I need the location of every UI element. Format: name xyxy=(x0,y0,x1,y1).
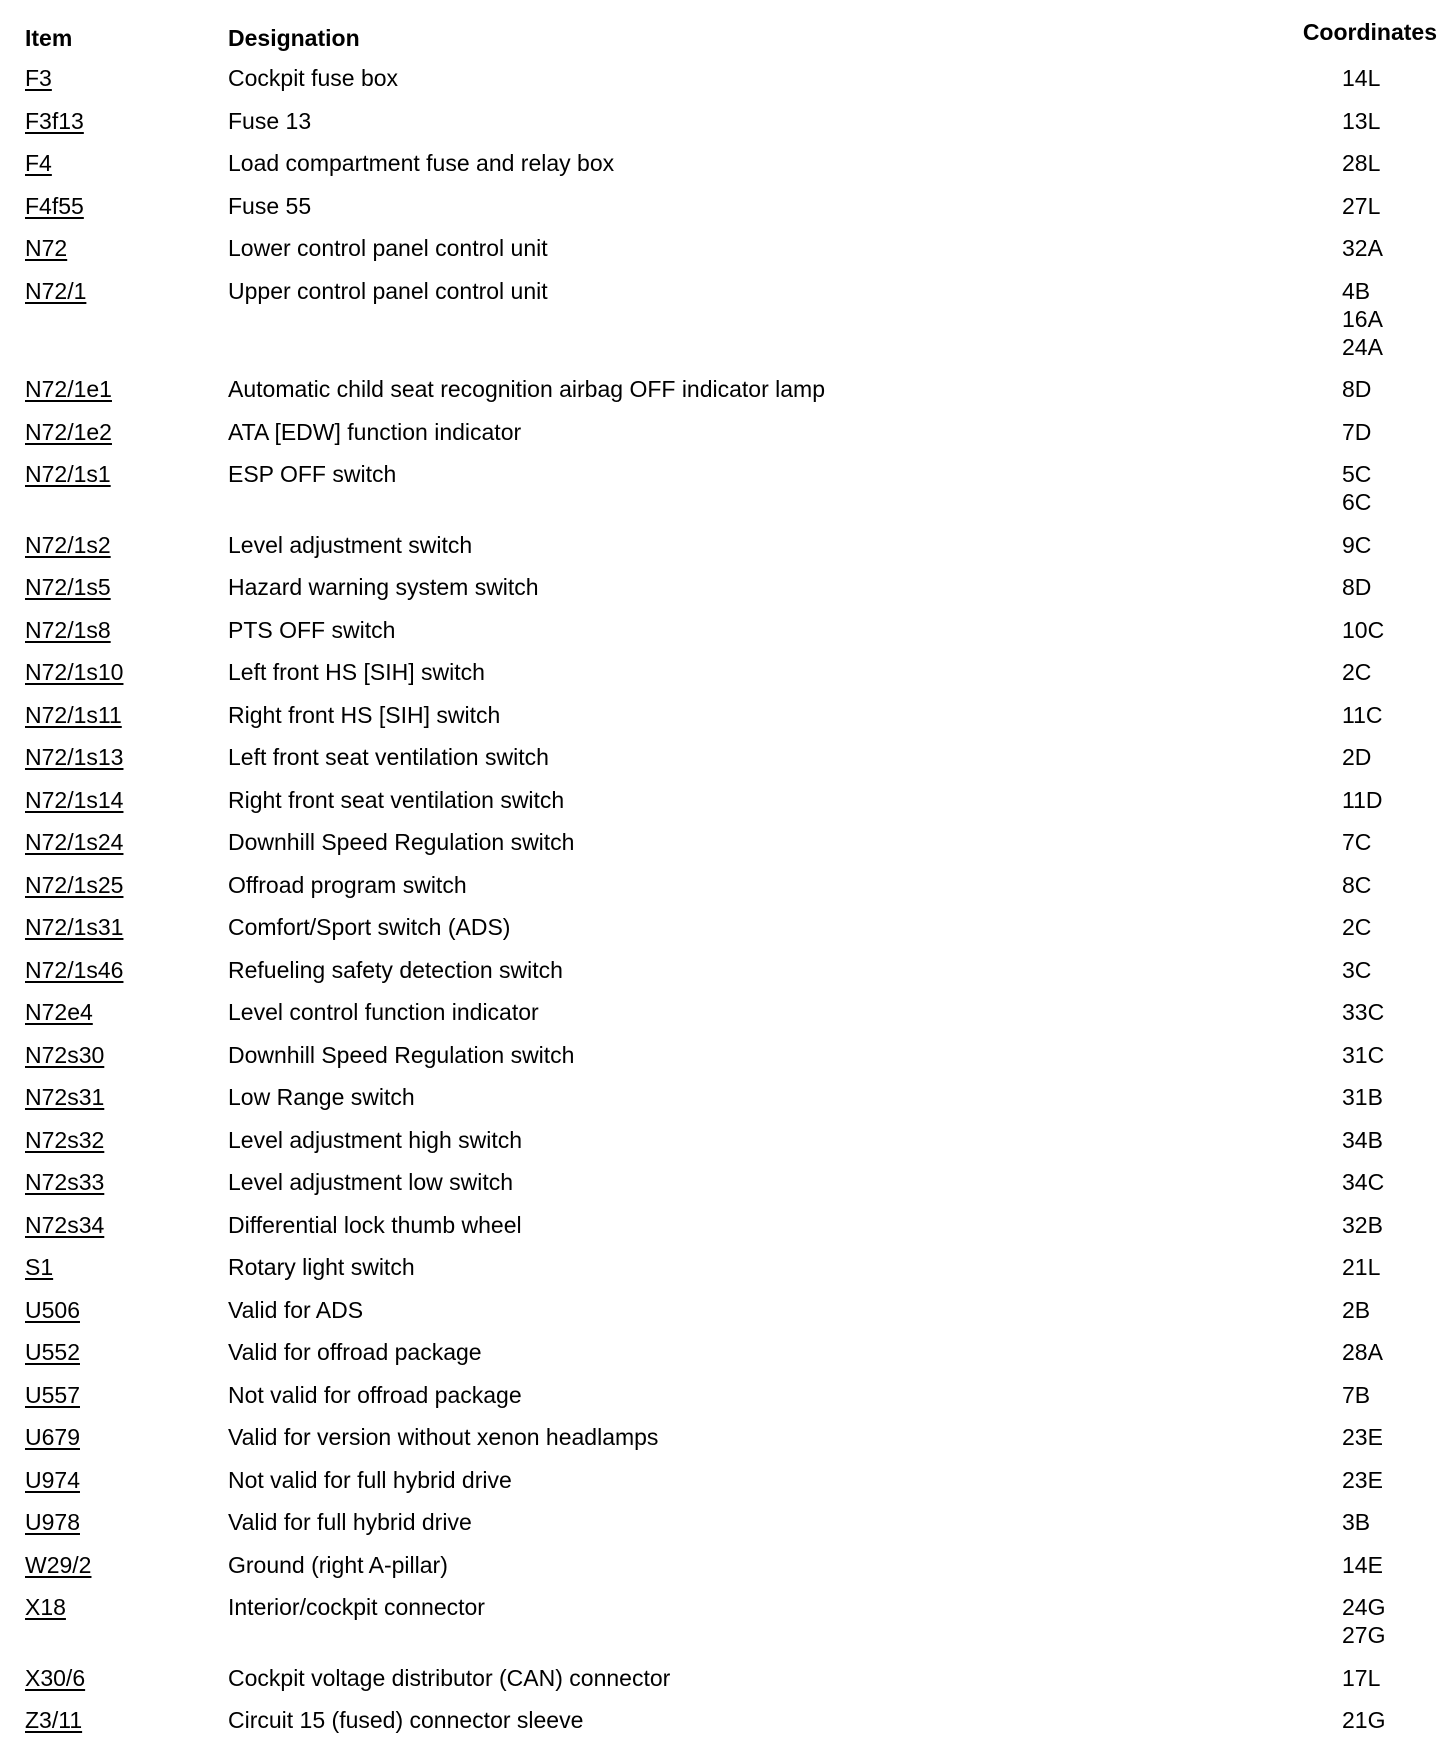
table-row xyxy=(0,741,1456,784)
coordinate-value: 31C xyxy=(1342,1041,1385,1068)
item-link[interactable]: N72/1s8 xyxy=(25,616,111,643)
table-row xyxy=(0,996,1456,1039)
table-row xyxy=(0,1549,1456,1592)
table-body xyxy=(0,62,1456,1747)
table-row xyxy=(0,1464,1456,1507)
table-row xyxy=(0,275,1456,374)
coordinates-cell xyxy=(1342,828,1371,856)
designation-cell: Cockpit voltage distributor (CAN) connector xyxy=(228,1664,671,1691)
designation-cell: Level adjustment switch xyxy=(228,531,473,558)
item-link[interactable]: N72/1s2 xyxy=(25,531,111,558)
item-link[interactable]: N72/1 xyxy=(25,277,87,304)
coordinates-cell xyxy=(1342,998,1384,1026)
item-link[interactable]: N72 xyxy=(25,235,68,261)
coordinate-value: 4B xyxy=(1342,277,1371,304)
coordinate-value: 11C xyxy=(1342,701,1383,728)
table-row xyxy=(0,571,1456,614)
item-link[interactable]: U974 xyxy=(25,1466,80,1493)
coordinate-value: 32A xyxy=(1342,235,1383,261)
item-link[interactable]: U557 xyxy=(25,1381,80,1408)
item-link[interactable]: N72/1s10 xyxy=(25,659,124,685)
item-link[interactable]: U978 xyxy=(25,1509,80,1535)
designation-cell: Level control function indicator xyxy=(228,999,539,1025)
coordinates-cell xyxy=(1342,1664,1380,1692)
table-row xyxy=(0,1662,1456,1705)
table-row xyxy=(0,911,1456,954)
item-link[interactable]: F3f13 xyxy=(25,107,84,134)
designation-cell: Valid for ADS xyxy=(228,1296,364,1323)
coordinate-value: 13L xyxy=(1342,107,1381,134)
item-link[interactable]: N72e4 xyxy=(25,999,93,1025)
table-row xyxy=(0,826,1456,869)
coordinates-cell xyxy=(1342,1593,1385,1649)
item-link[interactable]: N72/1s46 xyxy=(25,956,124,983)
coordinates-cell xyxy=(1342,1508,1370,1536)
table-row xyxy=(0,1379,1456,1422)
item-link[interactable]: N72s32 xyxy=(25,1126,105,1153)
designation-cell: Level adjustment low switch xyxy=(228,1169,514,1195)
coordinates-cell xyxy=(1342,1338,1383,1366)
coordinates-cell xyxy=(1342,658,1371,686)
item-link[interactable]: N72/1s31 xyxy=(25,914,124,940)
table-row xyxy=(0,529,1456,572)
designation-cell: PTS OFF switch xyxy=(228,616,396,643)
coordinates-cell xyxy=(1342,277,1383,361)
coordinate-value: 7C xyxy=(1342,829,1372,855)
item-link[interactable]: U506 xyxy=(25,1296,80,1323)
coordinates-cell xyxy=(1342,871,1371,899)
designation-cell: Ground (right A-pillar) xyxy=(228,1551,448,1578)
coordinate-value: 23E xyxy=(1342,1424,1383,1450)
table-header xyxy=(0,0,1456,58)
item-link[interactable]: F4 xyxy=(25,150,52,176)
item-link[interactable]: Z3/11 xyxy=(25,1707,83,1733)
coordinate-value: 27L xyxy=(1342,192,1381,219)
item-link[interactable]: U679 xyxy=(25,1424,80,1450)
designation-cell: Low Range switch xyxy=(228,1084,415,1110)
coordinates-cell xyxy=(1342,786,1383,814)
coordinates-cell xyxy=(1342,375,1371,403)
coordinate-value: 32B xyxy=(1342,1211,1383,1238)
item-link[interactable]: N72/1s14 xyxy=(25,786,124,813)
item-link[interactable]: N72s31 xyxy=(25,1084,105,1110)
table-row xyxy=(0,105,1456,148)
coordinate-value: 31B xyxy=(1342,1084,1383,1110)
item-link[interactable]: X30/6 xyxy=(25,1664,86,1691)
designation-cell: Comfort/Sport switch (ADS) xyxy=(228,914,511,940)
designation-cell: Right front HS [SIH] switch xyxy=(228,701,501,728)
table-row xyxy=(0,1506,1456,1549)
coordinate-value: 34B xyxy=(1342,1126,1383,1153)
designation-cell: Offroad program switch xyxy=(228,871,467,898)
coordinates-cell xyxy=(1342,1423,1383,1451)
coordinate-value: 2C xyxy=(1342,659,1372,685)
coordinate-value: 9C xyxy=(1342,531,1372,558)
coordinates-cell xyxy=(1342,1083,1383,1111)
coordinates-cell xyxy=(1342,1126,1383,1154)
coordinates-cell xyxy=(1342,1706,1385,1734)
item-link[interactable]: N72/1s13 xyxy=(25,744,124,770)
designation-cell: ATA [EDW] function indicator xyxy=(228,418,522,445)
designation-cell: Valid for full hybrid drive xyxy=(228,1509,472,1535)
table-row xyxy=(0,147,1456,190)
designation-cell: Valid for offroad package xyxy=(228,1339,482,1365)
item-link[interactable]: U552 xyxy=(25,1339,80,1365)
item-link[interactable]: N72/1s24 xyxy=(25,829,124,855)
table-row xyxy=(0,614,1456,657)
designation-cell: Level adjustment high switch xyxy=(228,1126,523,1153)
coordinate-value: 8C xyxy=(1342,871,1372,898)
table-row xyxy=(0,784,1456,827)
coordinate-value: 11D xyxy=(1342,786,1383,813)
designation-cell: Valid for version without xenon headlamps xyxy=(228,1424,659,1450)
coordinates-cell xyxy=(1342,743,1371,771)
item-link[interactable]: S1 xyxy=(25,1254,54,1280)
coordinates-cell xyxy=(1342,149,1380,177)
table-row xyxy=(0,699,1456,742)
coordinate-value: 34C xyxy=(1342,1169,1385,1195)
designation-cell: Right front seat ventilation switch xyxy=(228,786,565,813)
coordinate-value: 21G xyxy=(1342,1707,1386,1733)
coordinates-cell xyxy=(1342,1381,1370,1409)
designation-cell: Interior/cockpit connector xyxy=(228,1594,485,1620)
designation-cell: Fuse 55 xyxy=(228,192,312,219)
coordinates-cell xyxy=(1342,107,1380,135)
coordinates-cell xyxy=(1342,616,1384,644)
designation-cell: Not valid for offroad package xyxy=(228,1381,522,1408)
coordinate-value: 16A xyxy=(1342,305,1383,332)
coordinate-value: 2D xyxy=(1342,744,1372,770)
table-row xyxy=(0,190,1456,233)
coordinates-cell xyxy=(1342,234,1383,262)
designation-cell: Hazard warning system switch xyxy=(228,574,539,600)
table-row xyxy=(0,1124,1456,1167)
item-link[interactable]: N72/1e1 xyxy=(25,376,112,402)
designation-cell: Differential lock thumb wheel xyxy=(228,1211,522,1238)
coordinate-value: 27G xyxy=(1342,1622,1386,1648)
header-designation: Designation xyxy=(228,25,360,51)
designation-cell: ESP OFF switch xyxy=(228,461,397,487)
table-row xyxy=(0,1251,1456,1294)
coordinates-cell xyxy=(1342,1168,1384,1196)
coordinate-value: 3B xyxy=(1342,1509,1371,1535)
item-link[interactable]: N72/1s1 xyxy=(25,461,111,487)
designation-cell: Downhill Speed Regulation switch xyxy=(228,829,575,855)
coordinate-value: 23E xyxy=(1342,1466,1383,1493)
table-row xyxy=(0,373,1456,416)
coordinates-cell xyxy=(1342,956,1371,984)
item-link[interactable]: N72/1s11 xyxy=(25,701,122,728)
coordinates-cell xyxy=(1342,1551,1383,1579)
coordinate-value: 2C xyxy=(1342,914,1372,940)
coordinate-value: 6C xyxy=(1342,489,1372,515)
coordinate-value: 28L xyxy=(1342,150,1381,176)
coordinate-value: 14L xyxy=(1342,65,1381,91)
table-row xyxy=(0,1039,1456,1082)
table-row xyxy=(0,458,1456,529)
item-link[interactable]: N72s30 xyxy=(25,1041,105,1068)
table-row xyxy=(0,1591,1456,1662)
coordinate-value: 8D xyxy=(1342,376,1372,402)
table-row xyxy=(0,869,1456,912)
item-link[interactable]: N72s33 xyxy=(25,1169,105,1195)
coordinates-cell xyxy=(1342,192,1380,220)
table-row xyxy=(0,1294,1456,1337)
header-item: Item xyxy=(25,25,73,51)
coordinates-cell xyxy=(1342,573,1371,601)
coordinate-value: 5C xyxy=(1342,461,1372,487)
item-link[interactable]: N72s34 xyxy=(25,1211,105,1238)
coordinate-value: 14E xyxy=(1342,1551,1383,1578)
designation-cell: Refueling safety detection switch xyxy=(228,956,563,983)
designation-cell: Circuit 15 (fused) connector sleeve xyxy=(228,1707,584,1733)
item-link[interactable]: N72/1s25 xyxy=(25,871,124,898)
designation-cell: Downhill Speed Regulation switch xyxy=(228,1041,575,1068)
designation-cell: Fuse 13 xyxy=(228,107,312,134)
coordinate-value: 10C xyxy=(1342,616,1385,643)
designation-cell: Lower control panel control unit xyxy=(228,235,548,261)
coordinate-value: 2B xyxy=(1342,1296,1371,1323)
designation-cell: Not valid for full hybrid drive xyxy=(228,1466,512,1493)
coordinates-cell xyxy=(1342,64,1380,92)
coordinate-value: 21L xyxy=(1342,1254,1381,1280)
coordinates-cell xyxy=(1342,460,1371,516)
coordinates-cell xyxy=(1342,1466,1383,1494)
coordinate-value: 33C xyxy=(1342,999,1385,1025)
item-link[interactable]: W29/2 xyxy=(25,1551,92,1578)
designation-cell: Automatic child seat recognition airbag OFF indicator lamp xyxy=(228,376,826,402)
coordinates-cell xyxy=(1342,1211,1383,1239)
table-row xyxy=(0,62,1456,105)
coordinates-cell xyxy=(1342,701,1383,729)
table-row xyxy=(0,954,1456,997)
coordinates-cell xyxy=(1342,531,1371,559)
designation-cell: Load compartment fuse and relay box xyxy=(228,150,615,176)
item-link[interactable]: N72/1e2 xyxy=(25,418,112,445)
table-row xyxy=(0,1704,1456,1747)
item-link[interactable]: F3 xyxy=(25,65,52,91)
coordinates-cell xyxy=(1342,1296,1370,1324)
coordinate-value: 7D xyxy=(1342,418,1372,445)
table-row xyxy=(0,1081,1456,1124)
designation-cell: Rotary light switch xyxy=(228,1254,415,1280)
table-row xyxy=(0,1336,1456,1379)
designation-cell: Left front HS [SIH] switch xyxy=(228,659,485,685)
table-row xyxy=(0,1209,1456,1252)
coordinate-value: 24A xyxy=(1342,333,1383,360)
item-link[interactable]: X18 xyxy=(25,1594,66,1620)
coordinates-cell xyxy=(1342,418,1371,446)
coordinates-cell xyxy=(1342,1253,1380,1281)
table-row xyxy=(0,416,1456,459)
coordinate-value: 28A xyxy=(1342,1339,1383,1365)
designation-cell: Cockpit fuse box xyxy=(228,65,399,91)
table-row xyxy=(0,656,1456,699)
header-coordinates: Coordinates xyxy=(1302,19,1437,45)
table-row xyxy=(0,1421,1456,1464)
designation-cell: Upper control panel control unit xyxy=(228,277,548,304)
coordinate-value: 24G xyxy=(1342,1594,1386,1620)
coordinates-cell xyxy=(1342,1041,1384,1069)
coordinate-value: 3C xyxy=(1342,956,1372,983)
coordinates-cell xyxy=(1342,913,1371,941)
coordinate-value: 17L xyxy=(1342,1664,1381,1691)
table-row xyxy=(0,1166,1456,1209)
item-link[interactable]: F4f55 xyxy=(25,192,84,219)
table-row xyxy=(0,232,1456,275)
designation-cell: Left front seat ventilation switch xyxy=(228,744,549,770)
coordinate-value: 8D xyxy=(1342,574,1372,600)
coordinate-value: 7B xyxy=(1342,1381,1371,1408)
item-link[interactable]: N72/1s5 xyxy=(25,574,111,600)
